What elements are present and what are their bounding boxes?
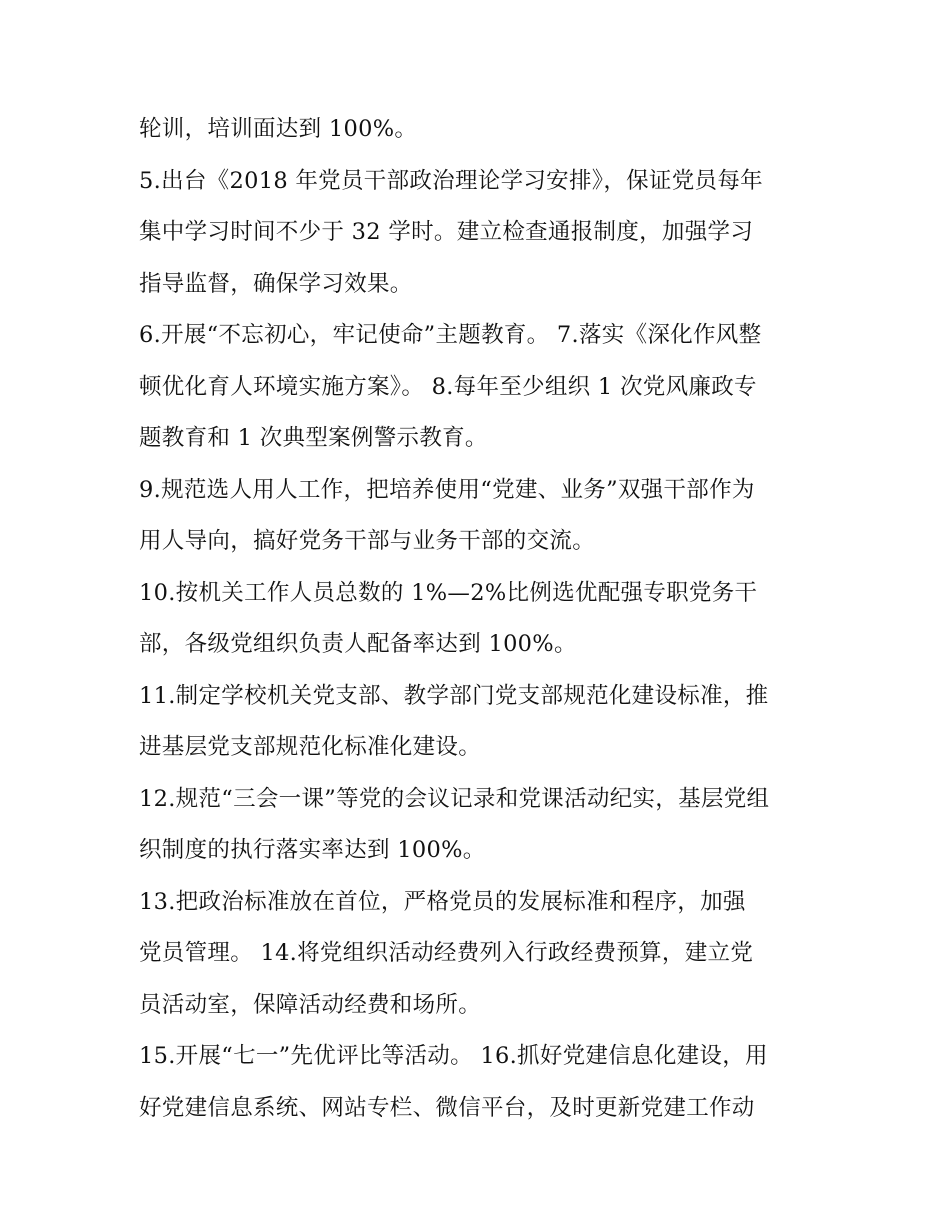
text-line: 5.出台《2018 年党员干部政治理论学习安排》，保证党员每年	[139, 167, 763, 194]
text-line: 好党建信息系统、网站专栏、微信平台，及时更新党建工作动	[139, 1094, 755, 1121]
text-line: 12.规范“三会一课”等党的会议记录和党课活动纪实，基层党组	[139, 785, 770, 812]
text-line: 11.制定学校机关党支部、教学部门党支部规范化建设标准，推	[139, 682, 769, 709]
text-line: 15.开展“七一”先优评比等活动。 16.抓好党建信息化建设，用	[139, 1043, 768, 1069]
text-line: 用人导向，搞好党务干部与业务干部的交流。	[139, 528, 596, 554]
text-line: 指导监督，确保学习效果。	[139, 270, 413, 297]
text-line: 党员管理。 14.将党组织活动经费列入行政经费预算，建立党	[139, 940, 754, 966]
text-line: 10.按机关工作人员总数的 1%—2%比例选优配强专职党务干	[139, 579, 758, 606]
text-line: 进基层党支部规范化标准化建设。	[139, 734, 482, 760]
text-line: 员活动室，保障活动经费和场所。	[139, 991, 482, 1018]
text-line: 6.开展“不忘初心，牢记使命”主题教育。 7.落实《深化作风整	[139, 322, 762, 348]
text-line: 顿优化育人环境实施方案》。 8.每年至少组织 1 次党风廉政专	[139, 373, 757, 400]
text-line: 轮训，培训面达到 100%。	[139, 116, 418, 142]
text-line: 9.规范选人用人工作，把培养使用“党建、业务”双强干部作为	[139, 476, 755, 503]
text-line: 织制度的执行落实率达到 100%。	[139, 837, 486, 863]
text-line: 题教育和 1 次典型案例警示教育。	[139, 425, 488, 451]
document-body	[139, 104, 819, 1134]
text-line: 集中学习时间不少于 32 学时。建立检查通报制度，加强学习	[139, 219, 754, 245]
text-line: 13.把政治标准放在首位，严格党员的发展标准和程序，加强	[139, 888, 746, 915]
text-line: 部，各级党组织负责人配备率达到 100%。	[139, 631, 577, 657]
